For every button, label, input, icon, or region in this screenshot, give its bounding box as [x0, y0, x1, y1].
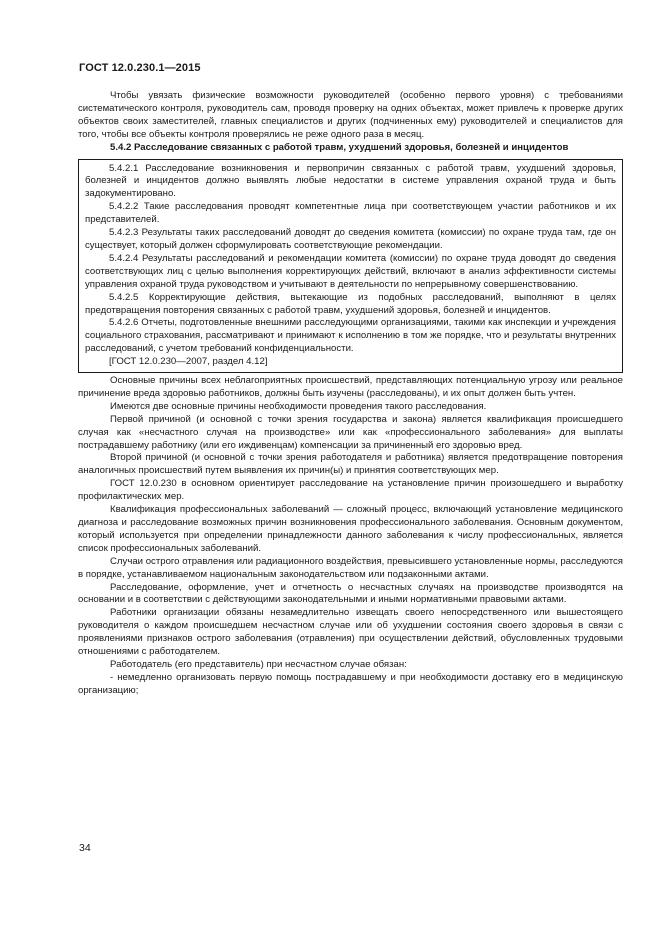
box-item: 5.4.2.1 Расследование возникновения и первопричин связанных с работой травм, ухудшений здоровья, болезней и инцидентов должно выявлять любые недостатки в системе управления охраной труда и быть задокументировано.: [85, 162, 616, 200]
document-body: [78, 90, 623, 698]
box-item: 5.4.2.5 Корректирующие действия, вытекающие из подобных расследований, выполняют в целях предотвращения повторения связанных с работой травм, ухудшений здоровья, болезней и инцидентов.: [85, 291, 616, 316]
section-number: 5.4.2: [110, 141, 132, 153]
box-reference: [ГОСТ 12.0.230—2007, раздел 4.12]: [109, 356, 268, 368]
body-paragraph: - немедленно организовать первую помощь пострадавшему и при необходимости доставку его в медицинскую организацию;: [78, 671, 623, 696]
body-paragraph: Случаи острого отравления или радиационного воздействия, превысившего установленные нормы, расследуются в порядке, устанавливаемом национальным законодательством или подзаконными актами.: [78, 555, 623, 580]
section-heading: [78, 142, 623, 155]
box-item: 5.4.2.3 Результаты таких расследований доводят до сведения комитета (комиссии) по охране труда там, где он существует, который должен сформулировать соответствующие рекомендации.: [85, 227, 616, 251]
body-paragraph: ГОСТ 12.0.230 в основном ориентирует расследование на установление причин произошедшего и выработку профилактических мер.: [78, 478, 623, 503]
box-item: 5.4.2.6 Отчеты, подготовленные внешними расследующими организациями, такими как инспекции и учреждения социального страхования, рассматривают и принимают к исполнению в том же порядке, что и результаты внутренних расследований, с учетом требований конфиденциальности.: [85, 317, 616, 355]
box-item: 5.4.2.4 Результаты расследований и рекомендации комитета (комиссии) по охране труда доводят до сведения соответствующих лиц с целью выполнения корректирующих действий, включают в анализ эффективности системы управления охраной труда руководством и учитывают в деятельности по непрерывному совершенствованию.: [85, 252, 616, 290]
body-paragraph: Работники организации обязаны незамедлительно извещать своего непосредственного или вышестоящего руководителя о каждом происшедшем несчастном случае или об ухудшении состояния своего здоровья в связи с проявлениями признаков острого заболевания (отравления) при осуществлении действий, обусловленных трудовыми отношениями с работодателем.: [78, 607, 623, 658]
body-paragraph: Основные причины всех неблагоприятных происшествий, представляющих потенциальную угрозу или реальное причинение вреда здоровью работников, должны быть изучены (расследованы), и их опыт должен быть учтен.: [78, 375, 623, 399]
intro-paragraph: Чтобы увязать физические возможности руководителей (особенно первого уровня) с требованиями систематического контроля, руководитель сам, проводя проверку на одних объектах, может привлечь к проверке других объектов своих заместителей, главных специалистов и других (подчиненных ему) руководителей и специалистов для того, чтобы все объекты контроля проверялись не реже одного раза в месяц.: [78, 90, 623, 140]
body-paragraph: Второй причиной (и основной с точки зрения работодателя и работника) является предотвращение повторения аналогичных происшествий путем выявления их причин(ы) и принятия соответствующих мер.: [78, 452, 623, 477]
body-paragraph: Первой причиной (и основной с точки зрения государства и закона) является квалификация происшедшего случая как «несчастного случая на производстве» или как «профессионального заболевания» для выплаты пострадавшему работнику (или его иждивенцам) компенсации за причиненный его здоровью вред.: [78, 413, 623, 451]
document-header: ГОСТ 12.0.230.1—2015: [79, 62, 201, 74]
box-item: 5.4.2.2 Такие расследования проводят компетентные лица при соответствующем участии работников и их представителей.: [85, 201, 616, 226]
section-title: Расследование связанных с работой травм, ухудшений здоровья, болезней и инцидентов: [134, 141, 569, 153]
body-paragraph: Имеются две основные причины необходимости проведения такого расследования.: [110, 400, 487, 412]
quoted-standard-box: [78, 159, 623, 374]
page-number: 34: [79, 842, 91, 854]
body-paragraph: Работодатель (его представитель) при несчастном случае обязан:: [110, 658, 407, 670]
body-paragraph: Квалификация профессиональных заболеваний — сложный процесс, включающий установление медицинского диагноза и расследование возможных причин возникновения профессионального заболевания. Основным документом, который используется при определении принадлежности данного заболевания к числу профессиональных, является список профессиональных заболеваний.: [78, 504, 623, 554]
body-paragraph: Расследование, оформление, учет и отчетность о несчастных случаях на производстве производятся на основании и в соответствии с действующими законодательными и иными нормативными правовыми актами.: [78, 581, 623, 606]
